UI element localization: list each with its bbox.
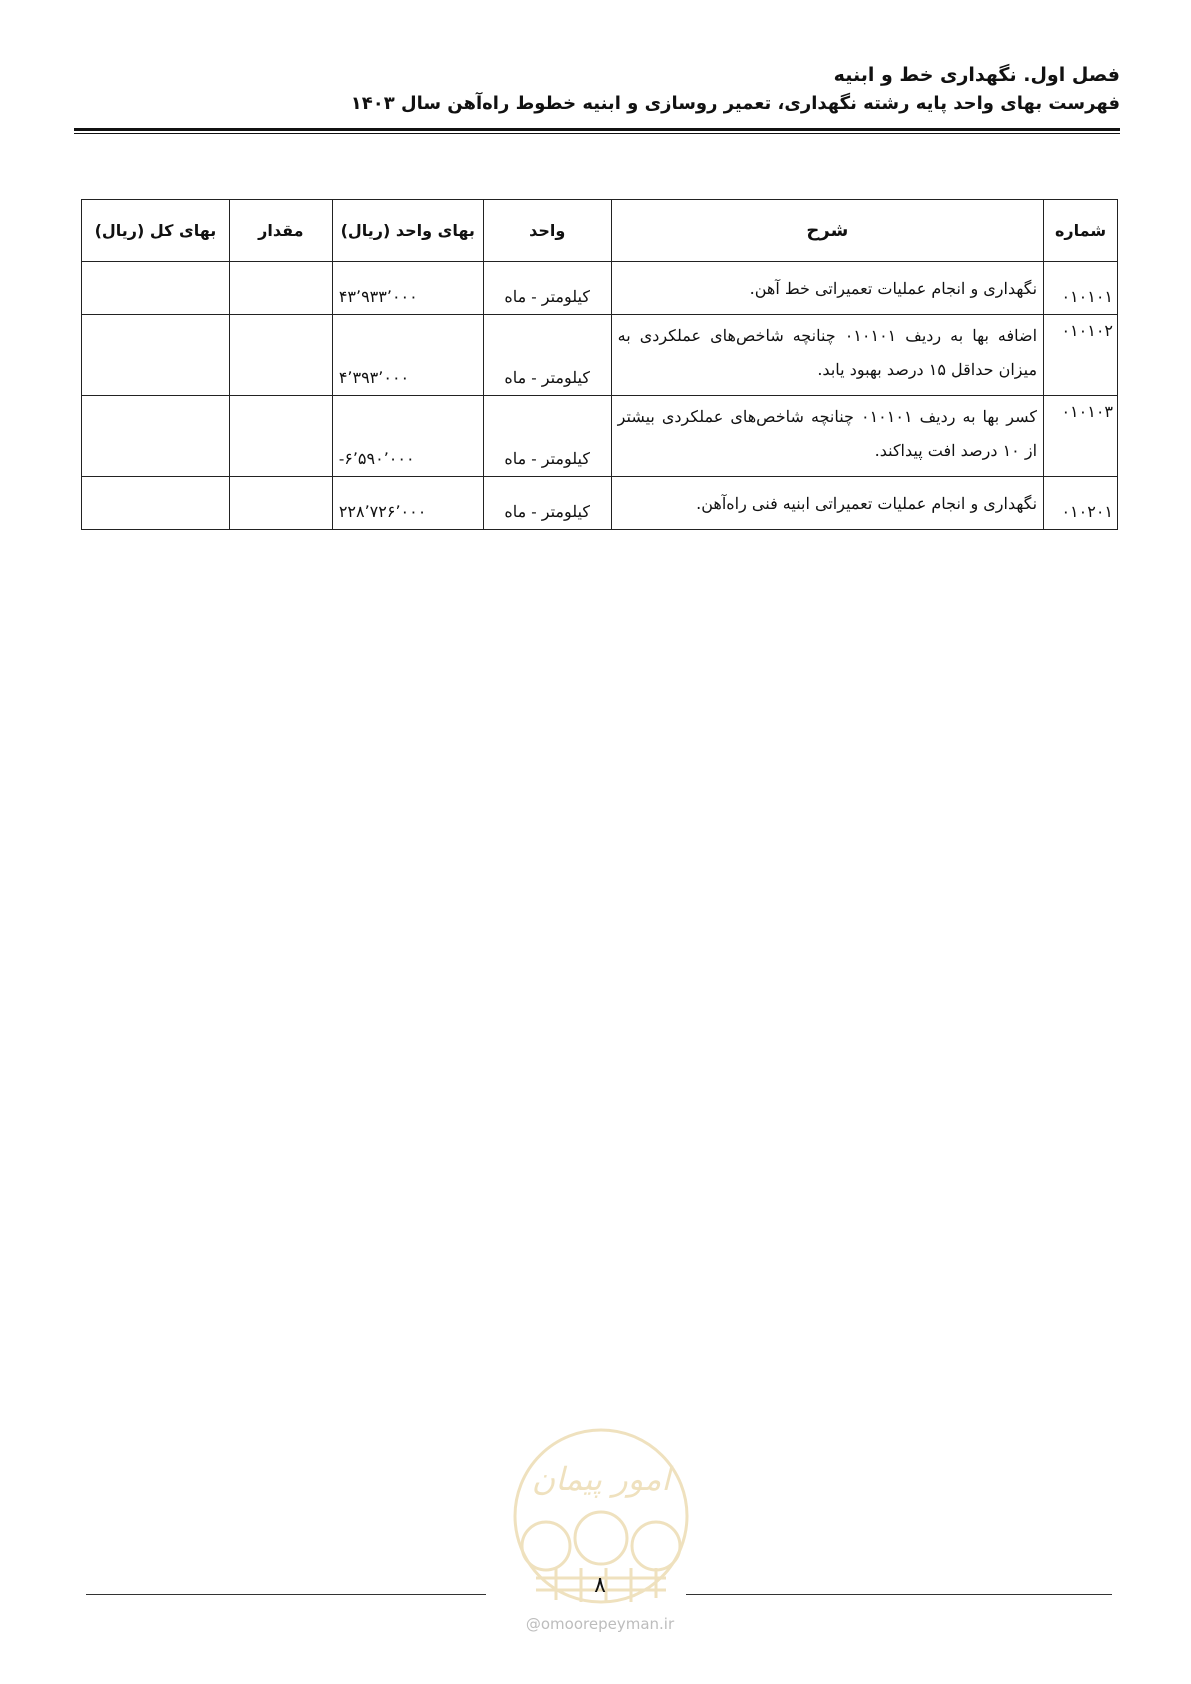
table-row xyxy=(82,396,1118,477)
item-unit-price: ۲۲۸٬۷۲۶٬۰۰۰ xyxy=(332,477,483,530)
item-unit-price: ۴۳٬۹۳۳٬۰۰۰ xyxy=(332,262,483,315)
header-divider xyxy=(74,128,1120,134)
document-subtitle: فهرست بهای واحد پایه رشته نگهداری، تعمیر روسازی و ابنیه خطوط راه‌آهن سال ۱۴۰۳ xyxy=(350,93,1120,114)
item-total-price xyxy=(82,477,230,530)
column-header-unit-price: بهای واحد (ریال) xyxy=(332,200,483,262)
item-total-price xyxy=(82,315,230,396)
item-unit: کیلومتر - ماه xyxy=(483,315,611,396)
price-list-table xyxy=(81,199,1118,530)
item-description: نگهداری و انجام عملیات تعمیراتی خط آهن. xyxy=(611,262,1043,315)
column-header-total-price: بهای کل (ریال) xyxy=(82,200,230,262)
item-description: کسر بها به ردیف ۰۱۰۱۰۱ چنانچه شاخص‌های عملکردی بیشتر از ۱۰ درصد افت پیداکند. xyxy=(611,396,1043,477)
item-unit: کیلومتر - ماه xyxy=(483,396,611,477)
item-description: نگهداری و انجام عملیات تعمیراتی ابنیه فنی راه‌آهن. xyxy=(611,477,1043,530)
item-unit-price: ۴٬۳۹۳٬۰۰۰ xyxy=(332,315,483,396)
item-total-price xyxy=(82,262,230,315)
item-unit-price: -۶٬۵۹۰٬۰۰۰ xyxy=(332,396,483,477)
table-row xyxy=(82,477,1118,530)
item-unit: کیلومتر - ماه xyxy=(483,477,611,530)
item-unit: کیلومتر - ماه xyxy=(483,262,611,315)
table-header-row xyxy=(82,200,1118,262)
item-quantity xyxy=(229,396,332,477)
table-row xyxy=(82,315,1118,396)
item-code: ۰۱۰۱۰۲ xyxy=(1044,315,1118,396)
column-header-unit: واحد xyxy=(483,200,611,262)
column-header-quantity: مقدار xyxy=(229,200,332,262)
table-row xyxy=(82,262,1118,315)
svg-text:امور پیمان: امور پیمان xyxy=(531,1460,671,1498)
item-quantity xyxy=(229,262,332,315)
column-header-code: شماره xyxy=(1044,200,1118,262)
chapter-title: فصل اول. نگهداری خط و ابنیه xyxy=(833,64,1120,86)
watermark-url: @omoorepeyman.ir xyxy=(525,1615,675,1633)
footer-rule-left xyxy=(86,1594,486,1595)
item-quantity xyxy=(229,315,332,396)
page-header xyxy=(74,60,1120,118)
column-header-description: شرح xyxy=(611,200,1043,262)
item-code: ۰۱۰۱۰۳ xyxy=(1044,396,1118,477)
item-code: ۰۱۰۱۰۱ xyxy=(1044,262,1118,315)
item-total-price xyxy=(82,396,230,477)
footer-rule-right xyxy=(686,1594,1112,1595)
page-number: ۸ xyxy=(594,1573,606,1598)
item-code: ۰۱۰۲۰۱ xyxy=(1044,477,1118,530)
item-quantity xyxy=(229,477,332,530)
item-description: اضافه بها به ردیف ۰۱۰۱۰۱ چنانچه شاخص‌های عملکردی به میزان حداقل ۱۵ درصد بهبود یابد. xyxy=(611,315,1043,396)
